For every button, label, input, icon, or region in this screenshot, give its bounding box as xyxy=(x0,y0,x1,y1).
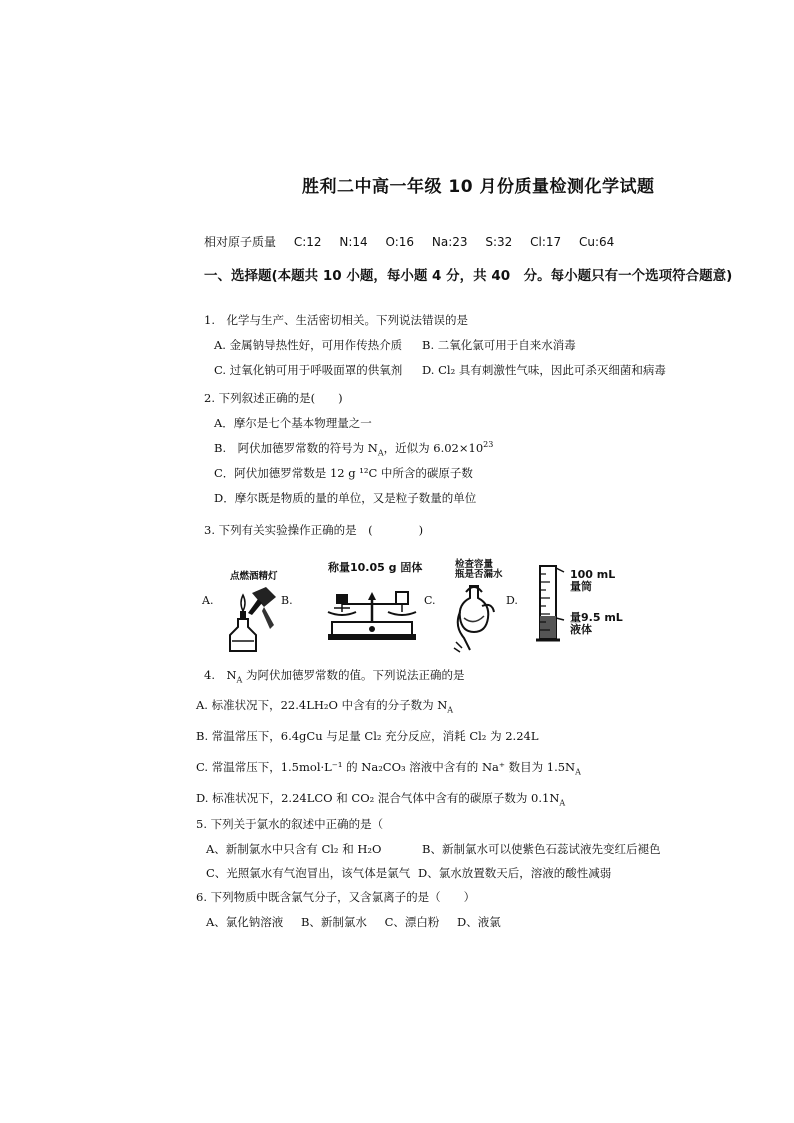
question-4-option-c-text: C. 常温常压下，1.5mol·L⁻¹ 的 Na₂CO₃ 溶液中含有的 Na⁺ 数目为 1.5N xyxy=(196,760,576,774)
question-1-option-b: B. 二氧化氯可用于自来水消毒 xyxy=(422,338,576,352)
question-3-option-d-caption-line2: 量筒 xyxy=(570,579,592,593)
question-3-option-c-label: C. xyxy=(424,594,436,607)
question-6-option-b: B、新制氯水 xyxy=(300,915,367,929)
question-3-option-d-caption-line3: 量9.5 mL xyxy=(570,611,623,624)
question-1-option-a: A. 金属钠导热性好，可用作传热介质 xyxy=(214,338,403,352)
superscript: 23 xyxy=(483,440,494,450)
subscript: A xyxy=(447,705,454,715)
question-2-option-b-text: B. 阿伏加德罗常数的符号为 N xyxy=(214,441,378,455)
question-6-option-d: D、液氯 xyxy=(457,915,501,929)
question-4-option-b: B. 常温常压下，6.4gCu 与足量 Cl₂ 充分反应，消耗 Cl₂ 为 2.24L xyxy=(196,729,539,743)
question-3-option-a-caption: 点燃酒精灯 xyxy=(230,571,278,582)
question-6-option-c: C、漂白粉 xyxy=(384,915,440,929)
atomic-masses-label: 相对原子质量 xyxy=(204,235,277,249)
atomic-mass-o: O:16 xyxy=(385,235,415,249)
atomic-mass-s: S:32 xyxy=(485,235,513,249)
section-header: 一、选择题(本题共 10 小题，每小题 4 分，共 40 分。每小题只有一个选项符合题意) xyxy=(204,268,733,284)
question-3-option-d-caption-top xyxy=(570,569,615,592)
subscript: A xyxy=(236,675,243,685)
atomic-mass-cl: Cl:17 xyxy=(530,235,562,249)
balance-scale-icon xyxy=(322,578,422,642)
question-6-option-a: A、氯化钠溶液 xyxy=(206,915,284,929)
question-5-option-b: B、新制氯水可以使紫色石蕊试液先变红后褪色 xyxy=(422,842,661,856)
question-3-option-d-caption-line1: 100 mL xyxy=(570,568,616,581)
atomic-mass-n: N:14 xyxy=(339,235,368,249)
question-5-option-d: D、氯水放置数天后，溶液的酸性减弱 xyxy=(418,866,612,880)
question-1-option-c: C. 过氧化钠可用于呼吸面罩的供氧剂 xyxy=(214,363,403,377)
atomic-mass-c: C:12 xyxy=(293,235,322,249)
question-3-option-c-caption-line2: 瓶是否漏水 xyxy=(455,568,503,580)
question-6-options xyxy=(206,914,501,930)
question-2-option-b-tail: ，近似为 6.02×10 xyxy=(383,441,484,455)
question-3-option-d-label: D. xyxy=(506,594,518,607)
atomic-mass-cu: Cu:64 xyxy=(578,235,615,249)
question-3-stem: 3. 下列有关实验操作正确的是 ( ) xyxy=(204,523,424,537)
graduated-cylinder-icon xyxy=(532,562,568,646)
question-5-option-c: C、光照氯水有气泡冒出，该气体是氯气 xyxy=(206,866,411,880)
question-4-option-a-text: A. 标准状况下，22.4LH₂O 中含有的分子数为 N xyxy=(196,698,448,712)
atomic-masses xyxy=(204,233,628,250)
question-6-stem: 6. 下列物质中既含氯气分子，又含氯离子的是（ ） xyxy=(196,890,476,904)
question-5-option-a: A、新制氯水中只含有 Cl₂ 和 H₂O xyxy=(206,842,382,856)
question-2-option-b xyxy=(214,440,493,457)
question-3-option-d-caption-bottom xyxy=(570,612,623,635)
question-5-stem: 5. 下列关于氯水的叙述中正确的是（ xyxy=(196,817,384,831)
question-3-option-c-caption-line1: 检查容量 xyxy=(455,559,494,570)
question-4-option-a xyxy=(196,697,453,714)
question-3-option-a-label: A. xyxy=(202,594,214,607)
question-2-option-c: C．阿伏加德罗常数是 12 g ¹²C 中所含的碳原子数 xyxy=(214,466,473,480)
atomic-mass-na: Na:23 xyxy=(431,235,468,249)
subscript: A xyxy=(559,798,566,808)
question-3-option-d-caption-line4: 液体 xyxy=(570,622,592,636)
question-4-option-d xyxy=(196,790,565,807)
question-3-option-b-label: B. xyxy=(281,594,293,607)
subscript: A xyxy=(377,448,384,458)
question-3-option-c-caption xyxy=(455,560,503,580)
volumetric-flask-icon xyxy=(452,582,496,652)
question-4-option-c xyxy=(196,759,581,776)
question-2-stem: 2. 下列叙述正确的是( ) xyxy=(204,391,343,405)
question-2-option-a: A．摩尔是七个基本物理量之一 xyxy=(214,416,372,430)
alcohol-lamp-icon xyxy=(222,585,278,653)
question-3-option-b-caption: 称量10.05 g 固体 xyxy=(328,561,423,574)
question-1-option-d: D. Cl₂ 具有刺激性气味，因此可杀灭细菌和病毒 xyxy=(422,363,666,377)
question-2-option-d: D．摩尔既是物质的量的单位，又是粒子数量的单位 xyxy=(214,491,477,505)
question-4-stem xyxy=(204,667,464,684)
question-4-stem-tail: 为阿伏加德罗常数的值。下列说法正确的是 xyxy=(242,668,465,682)
page-title: 胜利二中高一年级 10 月份质量检测化学试题 xyxy=(302,177,655,197)
question-4-stem-text: 4. N xyxy=(204,668,237,682)
subscript: A xyxy=(575,767,581,777)
question-4-option-d-text: D. 标准状况下，2.24LCO 和 CO₂ 混合气体中含有的碳原子数为 0.1N xyxy=(196,791,560,805)
question-1-stem: 1. 化学与生产、生活密切相关。下列说法错误的是 xyxy=(204,313,468,327)
